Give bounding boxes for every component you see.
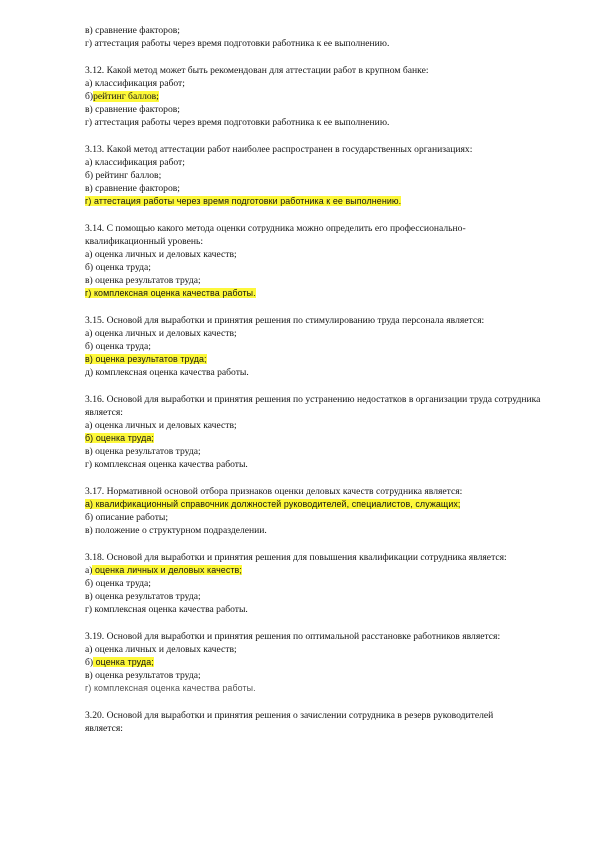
option-text-highlighted: оценка труда; <box>93 657 154 667</box>
option-text: оценка результатов труда; <box>92 591 201 602</box>
option-text: оценка результатов труда; <box>92 446 201 457</box>
option-prefix: б) <box>85 170 94 181</box>
option-prefix: а) <box>85 565 93 576</box>
option-text: оценка труда; <box>93 578 151 589</box>
option-a <box>85 248 555 261</box>
option-prefix: в) <box>85 183 93 194</box>
option-a <box>85 498 555 511</box>
question-3-13 <box>85 143 555 208</box>
option-b <box>85 169 555 182</box>
option-text: оценка личных и деловых качеств; <box>92 644 237 655</box>
question-title: 3.18. Основой для выработки и принятия решения для повышения квалификации сотрудника является: <box>85 552 507 563</box>
option-prefix: г) <box>85 604 93 615</box>
option-text: оценка результатов труда; <box>92 354 207 364</box>
option-a <box>85 643 555 656</box>
option-d <box>85 195 555 208</box>
option-b <box>85 261 555 274</box>
option-prefix: в) <box>85 275 93 286</box>
option-text: оценка личных и деловых качеств; <box>92 328 237 339</box>
option-prefix: в) <box>85 446 93 457</box>
option-d <box>85 366 555 379</box>
question-title: 3.16. Основой для выработки и принятия решения по устранению недостатков в организации труда сотрудника является: <box>85 394 541 418</box>
question-3-14 <box>85 222 555 300</box>
option-highlighted <box>85 288 256 298</box>
option-c <box>85 103 555 116</box>
option-prefix: в) <box>85 591 93 602</box>
option-d <box>85 458 555 471</box>
option-prefix: д) <box>85 367 94 378</box>
option-text: сравнение факторов; <box>92 183 180 194</box>
option-a <box>85 564 555 577</box>
option-d <box>85 603 555 616</box>
option-text: оценка труда; <box>93 262 151 273</box>
option-text: комплексная оценка качества работы. <box>93 367 249 378</box>
question-3-19 <box>85 630 555 695</box>
intro-line: г) аттестация работы через время подготовки работника к ее выполнению. <box>85 38 390 49</box>
option-prefix: а) <box>85 420 93 431</box>
option-c <box>85 182 555 195</box>
option-b <box>85 656 555 669</box>
option-text: классификация работ; <box>92 157 185 168</box>
option-c <box>85 353 555 366</box>
question-3-17 <box>85 485 555 537</box>
option-d <box>85 682 555 695</box>
option-text: аттестация работы через время подготовки работника к ее выполнению. <box>91 196 402 206</box>
intro-block <box>85 24 555 50</box>
option-text: описание работы; <box>93 512 169 523</box>
option-prefix: а) <box>85 328 93 339</box>
option-prefix: а) <box>85 249 93 260</box>
question-3-18 <box>85 551 555 616</box>
option-a <box>85 327 555 340</box>
option-c <box>85 590 555 603</box>
option-prefix: в) <box>85 525 93 536</box>
option-c <box>85 524 555 537</box>
option-prefix: г) <box>85 459 93 470</box>
option-prefix: г) <box>85 196 92 206</box>
option-b <box>85 511 555 524</box>
option-text: оценка результатов труда; <box>92 670 201 681</box>
option-text: комплексная оценка качества работы. <box>92 459 248 470</box>
option-text: сравнение факторов; <box>92 104 180 115</box>
option-prefix: а) <box>85 644 93 655</box>
option-text: оценка результатов труда; <box>92 275 201 286</box>
option-highlighted <box>85 499 460 509</box>
option-prefix: б) <box>85 578 94 589</box>
question-title: 3.12. Какой метод может быть рекомендован для аттестации работ в крупном банке: <box>85 65 429 76</box>
option-text: комплексная оценка качества работы. <box>92 604 248 615</box>
question-title: 3.15. Основой для выработки и принятия решения по стимулированию труда персонала является: <box>85 315 485 326</box>
question-3-15 <box>85 314 555 379</box>
option-prefix: б) <box>85 433 94 443</box>
option-d <box>85 116 555 129</box>
option-d <box>85 287 555 300</box>
option-prefix: г) <box>85 288 92 298</box>
option-text: положение о структурном подразделении. <box>92 525 267 536</box>
option-prefix: г) <box>85 117 93 128</box>
question-title: 3.17. Нормативной основой отбора признаков оценки деловых качеств сотрудника является: <box>85 486 463 497</box>
question-3-20 <box>85 709 555 735</box>
option-a <box>85 77 555 90</box>
option-text: классификация работ; <box>92 78 185 89</box>
option-c <box>85 669 555 682</box>
option-text: рейтинг баллов; <box>93 170 162 181</box>
option-prefix: в) <box>85 670 93 681</box>
option-text: оценка труда; <box>93 433 154 443</box>
option-prefix: а) <box>85 499 94 509</box>
document-content <box>85 24 555 749</box>
option-prefix: в) <box>85 354 93 364</box>
option-prefix: б) <box>85 512 94 523</box>
option-text: аттестация работы через время подготовки работника к ее выполнению. <box>92 117 390 128</box>
option-prefix: б) <box>85 91 94 102</box>
option-text: оценка труда; <box>93 341 151 352</box>
option-c <box>85 274 555 287</box>
option-a <box>85 419 555 432</box>
option-prefix: а) <box>85 157 93 168</box>
option-highlighted <box>85 433 154 443</box>
option-text-highlighted: оценка личных и деловых качеств; <box>92 565 242 575</box>
option-a <box>85 156 555 169</box>
question-3-12 <box>85 64 555 129</box>
option-prefix: а) <box>85 78 93 89</box>
option-text: комплексная оценка качества работы. <box>91 288 256 298</box>
option-highlighted <box>85 354 207 364</box>
option-prefix: б) <box>85 341 94 352</box>
option-text: оценка личных и деловых качеств; <box>92 249 237 260</box>
option-b <box>85 90 555 103</box>
option-prefix: в) <box>85 104 93 115</box>
question-title: 3.14. С помощью какого метода оценки сотрудника можно определить его профессионально-квалификационный уровень: <box>85 223 466 247</box>
option-c <box>85 445 555 458</box>
option-prefix: г) <box>85 683 92 693</box>
option-b <box>85 340 555 353</box>
question-title: 3.13. Какой метод аттестации работ наиболее распространен в государственных организациях: <box>85 144 473 155</box>
option-text: комплексная оценка качества работы. <box>91 683 256 693</box>
option-text: оценка личных и деловых качеств; <box>92 420 237 431</box>
option-prefix: б) <box>85 657 94 668</box>
question-title: 3.20. Основой для выработки и принятия решения о зачислении сотрудника в резерв руководителей является: <box>85 710 494 734</box>
option-highlighted <box>85 196 401 206</box>
option-b <box>85 577 555 590</box>
option-text: квалификационный справочник должностей руководителей, специалистов, служащих; <box>93 499 461 509</box>
option-prefix: б) <box>85 262 94 273</box>
question-title: 3.19. Основой для выработки и принятия решения по оптимальной расстановке работников является: <box>85 631 501 642</box>
question-3-16 <box>85 393 555 471</box>
option-text-highlighted: рейтинг баллов; <box>93 91 159 102</box>
intro-line: в) сравнение факторов; <box>85 25 180 36</box>
option-b <box>85 432 555 445</box>
